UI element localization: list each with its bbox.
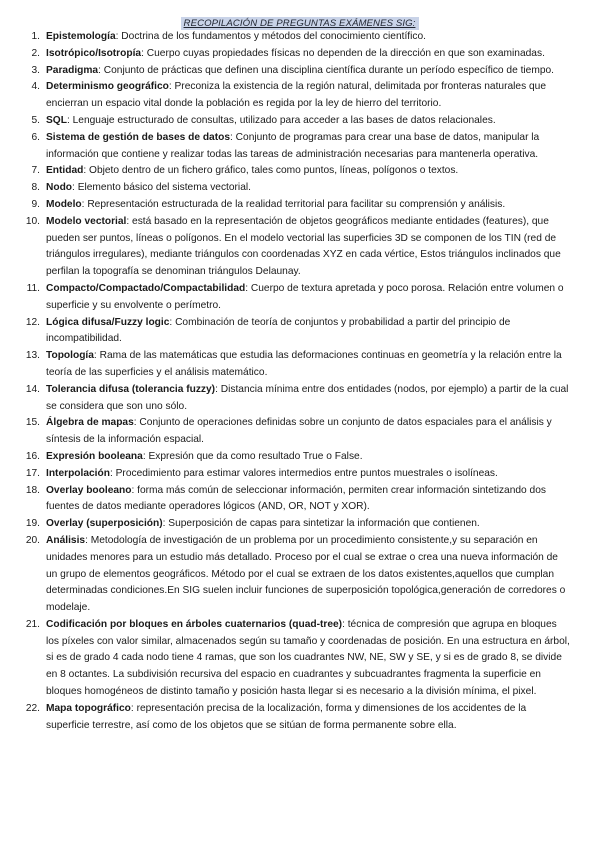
item-term: Codificación por bloques en árboles cuaternarios (quad-tree) (46, 618, 343, 630)
item-term: Mapa topográfico (46, 702, 131, 714)
glossary-item (25, 466, 572, 483)
item-term: Paradigma (46, 64, 99, 76)
glossary-item (25, 617, 572, 701)
item-number: 4. (31, 81, 40, 93)
glossary-item (31, 113, 572, 130)
item-term: Expresión booleana (46, 450, 143, 462)
item-number: 15. (25, 417, 40, 429)
item-definition: : Conjunto de operaciones definidas sobre un conjunto de datos espaciales para el análisis y síntesis de la información espacial. (46, 417, 552, 446)
item-definition: : Superposición de capas para sintetizar la información que contienen. (162, 518, 480, 530)
item-number: 8. (31, 182, 40, 194)
item-number: 13. (25, 350, 40, 362)
item-number: 21. (25, 618, 40, 630)
glossary-item (25, 483, 572, 517)
item-number: 9. (31, 198, 40, 210)
item-term: Compacto/Compactado/Compactabilidad (46, 282, 246, 294)
item-definition: : representación precisa de la localización, forma y dimensiones de los accidentes de la superficie terrestre, así como de los objetos que se sitúan de forma permanente sobre ella. (46, 702, 527, 731)
glossary-item (31, 163, 572, 180)
item-term: Interpolación (46, 467, 110, 479)
item-term: Álgebra de mapas (46, 417, 134, 429)
item-number: 19. (25, 518, 40, 530)
glossary-item (31, 180, 572, 197)
item-definition: : Objeto dentro de un fichero gráfico, tales como puntos, líneas, polígonos o textos. (83, 165, 459, 177)
glossary-item (31, 46, 572, 63)
item-definition: : Cuerpo cuyas propiedades físicas no dependen de la dirección en que son examinadas. (141, 47, 545, 59)
glossary-item (31, 29, 572, 46)
item-term: Epistemología (46, 31, 116, 42)
item-number: 17. (25, 467, 40, 479)
item-number: 14. (25, 383, 40, 395)
item-number: 3. (31, 64, 40, 76)
item-number: 18. (25, 484, 40, 496)
item-term: Topología (46, 350, 94, 362)
item-definition: : forma más común de seleccionar información, permiten crear información sintetizando dos fuentes de datos mediante operadores lógicos (AND, OR, NOT y XOR). (46, 484, 546, 513)
item-term: Sistema de gestión de bases de datos (46, 131, 231, 143)
glossary-item (25, 415, 572, 449)
glossary-item (25, 701, 572, 735)
glossary-item (25, 348, 572, 382)
item-term: Determinismo geográfico (46, 81, 169, 93)
document-title: RECOPILACIÓN DE PREGUNTAS EXÁMENES SIG: (181, 17, 420, 30)
glossary-item (31, 197, 572, 214)
item-definition: : Cuerpo de textura apretada y poco porosa. Relación entre volumen o superficie y su envolvente o perímetro. (46, 282, 564, 311)
item-definition: : Procedimiento para estimar valores intermedios entre puntos muestrales o isolíneas. (109, 467, 498, 479)
item-term: Modelo (46, 198, 82, 210)
item-term: Isotrópico/Isotropía (46, 47, 142, 59)
item-number: 16. (25, 450, 40, 462)
item-definition: : Distancia mínima entre dos entidades (nodos, por ejemplo) a partir de la cual se considera que son uno sólo. (46, 383, 569, 412)
item-definition: : está basado en la representación de objetos geográficos mediante entidades (features), que pueden ser puntos, líneas o polígonos. En el modelo vectorial las superficies 3D se componen de los TIN (red de triángulos irregulares), mediante triángulos con coordenadas XYZ en cada vértice, Estos triángulos inclinados que perfilan la topografía se denominan triángulos Delaunay. (46, 215, 561, 278)
glossary-item (31, 79, 572, 113)
item-number: 20. (25, 534, 40, 546)
item-term: Nodo (46, 182, 73, 194)
glossary-item (25, 449, 572, 466)
item-term: Lógica difusa/Fuzzy logic (46, 316, 170, 328)
item-term: Entidad (46, 165, 84, 177)
item-definition: : Rama de las matemáticas que estudia las deformaciones continuas en geometría y la relación entre la teoría de las superficies y el análisis matemático. (46, 350, 562, 378)
glossary-item (25, 516, 572, 533)
item-term: SQL (46, 114, 67, 126)
item-number: 1. (31, 31, 40, 42)
item-definition: : Metodología de investigación de un problema por un procedimiento consistente,y su separación en unidades menores para un estudio más detallado. Proceso por el cual se extrae o crea una nueva información de un grupo de elementos geográficos. Método por el cual se extraen de los datos existentes,aquellos que cumplan determinadas condiciones.En SIG suelen incluir funciones de superposición topológica,generación de corredores o modelaje. (46, 534, 566, 614)
item-number: 2. (31, 47, 40, 59)
item-term: Overlay booleano (46, 484, 132, 496)
item-definition: : Elemento básico del sistema vectorial. (72, 182, 251, 194)
glossary-item (25, 533, 572, 617)
glossary-item (31, 63, 572, 80)
item-number: 12. (25, 316, 40, 328)
item-term: Overlay (superposición) (46, 518, 163, 530)
glossary-item (25, 382, 572, 416)
glossary-item (26, 281, 572, 315)
item-number: 6. (31, 131, 40, 143)
item-definition: : Doctrina de los fundamentos y métodos del conocimiento científico. (115, 31, 426, 42)
item-number: 22. (25, 702, 40, 714)
item-term: Modelo vectorial (46, 215, 127, 227)
glossary-item (31, 130, 572, 164)
item-definition: : Combinación de teoría de conjuntos y probabilidad a partir del principio de incompatibilidad. (46, 316, 511, 345)
item-definition: : Representación estructurada de la realidad territorial para facilitar su comprensión y análisis. (81, 198, 506, 210)
item-definition: : técnica de compresión que agrupa en bloques los píxeles con valor similar, almacenados según su tamaño y coordenadas de posición. En una estructura en árbol, si es de grado 4 cada nodo tiene 4 ramas, que son los cuadrantes NW, NE, SW y SE, y si es de grado 8, se divide en 8 octantes. La subdivisión recursiva del espacio en cuadrantes y subcuadrantes fragmenta la superficie en bloques homogéneos de distinto tamaño y posición hasta llegar si es necesario a la división mínima, el pixel. (46, 618, 570, 698)
glossary-item (25, 214, 572, 281)
item-number: 7. (31, 165, 40, 177)
item-definition: : Lenguaje estructurado de consultas, utilizado para acceder a las bases de datos relacionales. (66, 114, 496, 126)
item-definition: : Conjunto de programas para crear una base de datos, manipular la información que contiene y realizar todas las tareas de administración necesarias para mantenerla operativa. (46, 131, 540, 160)
item-term: Análisis (46, 534, 86, 546)
item-definition: : Expresión que da como resultado True o False. (142, 450, 363, 462)
item-number: 5. (31, 114, 40, 126)
item-definition: : Preconiza la existencia de la región natural, delimitada por fronteras naturales que encierran un espacio vital donde la población es regida por la ley de hierro del territorio. (46, 81, 547, 110)
item-number: 11. (26, 282, 40, 294)
item-number: 10. (25, 215, 40, 227)
item-term: Tolerancia difusa (tolerancia fuzzy) (46, 383, 216, 395)
item-definition: : Conjunto de prácticas que definen una disciplina científica durante un período específico de tiempo. (98, 64, 554, 76)
glossary-list (25, 29, 572, 734)
glossary-item (25, 315, 572, 349)
